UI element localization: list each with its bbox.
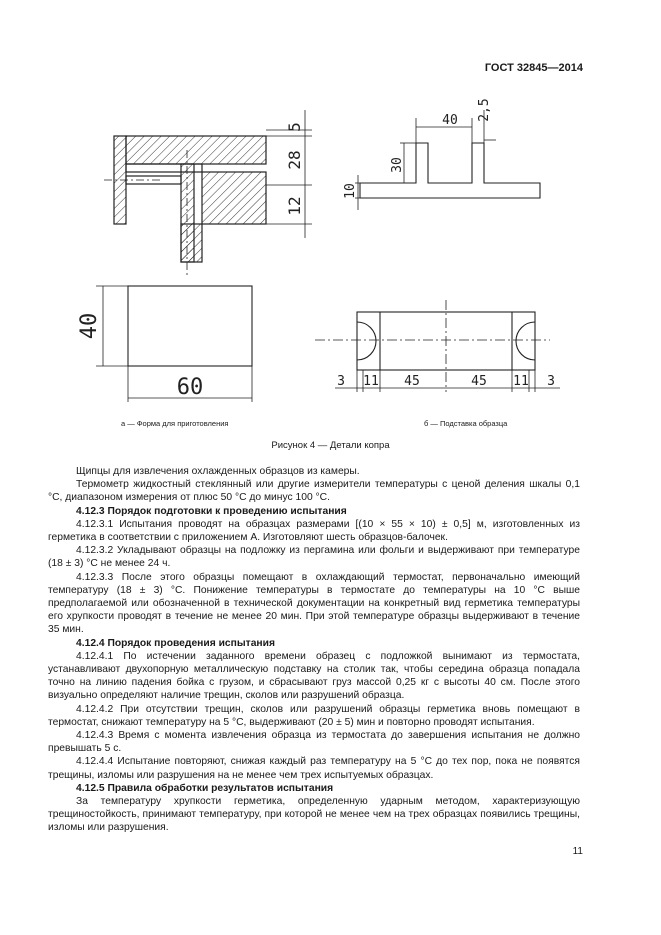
page-number: 11 [572, 846, 583, 857]
caption-b: б — Подставка образца [424, 419, 508, 428]
dim-plan-3: 45 [404, 374, 420, 389]
section-heading: 4.12.3 Порядок подготовки к проведению испытания [76, 505, 347, 517]
dim-plan-2: 11 [363, 374, 379, 389]
figure-drawings [0, 0, 661, 420]
dim-support-height: 30 [390, 157, 405, 173]
dim-support-thickness: 2,5 [477, 98, 492, 122]
dim-plan-1: 3 [337, 374, 345, 389]
paragraph: 4.12.4.4 Испытание повторяют, снижая каждый раз температуру на 5 °С до тех пор, пока не появятся трещины, изломы или разрушения на не менее чем трех испытуемых образцах. [48, 756, 580, 781]
dim-support-length: 40 [442, 113, 458, 128]
standard-header: ГОСТ 32845—2014 [484, 62, 583, 74]
dim-mold-height: 40 [77, 312, 102, 340]
paragraph: 4.12.3.3 После этого образцы помещают в охлаждающий термостат, первоначально имеющий температуру (18 ± 3) °С. Понижение температуры в термостате до температуры на 10 °С выше предполагаемой или обозначенной в технической документации на конкретный вид герметика температуры его хрупкости проводят в течение не менее 20 мин. При этой температуре образцы выдерживают в течение 35 мин. [48, 571, 580, 636]
caption-a: а — Форма для приготовления [121, 419, 229, 428]
dim-mold-a3: 12 [285, 196, 304, 216]
paragraph: 4.12.4.2 При отсутствии трещин, сколов или разрушений образцы герметика вновь помещают в термостат, снижают температуру на 5 °С, выдерживают (20 ± 5) мин и повторно проводят испытания. [48, 703, 580, 728]
paragraph: Термометр жидкостный стеклянный или другие измерители температуры с ценой деления шкалы 0,1 °С, диапазоном измерения от плюс 50 °С до минус 100 °С. [48, 479, 580, 504]
paragraph: 4.12.3.1 Испытания проводят на образцах размерами [(10 × 55 × 10) ± 0,5] м, изготовленных из герметика в соответствии с приложением А. Изготовляют шесть образцов-балочек. [48, 518, 580, 544]
section-heading: 4.12.5 Правила обработки результатов испытания [76, 782, 334, 794]
paragraph: Щипцы для извлечения охлажденных образцов из камеры. [76, 466, 360, 477]
paragraph: 4.12.4.3 Время с момента извлечения образца из термостата до завершения испытания не должно превышать 5 с. [48, 730, 580, 755]
paragraph: За температуру хрупкости герметика, определенную ударным методом, характеризующую трещиностойкость, принимают температуру, при которой не менее чем на трех образцах появились трещины, изломы или разрушения. [48, 796, 580, 834]
figure-caption: Рисунок 4 — Детали копра [271, 440, 390, 451]
body-text [48, 465, 580, 835]
paragraph: 4.12.3.2 Укладывают образцы на подложку из пергамина или фольги и выдерживают при температуре (18 ± 3) °С не менее 24 ч. [48, 545, 580, 570]
dim-plan-5: 11 [513, 374, 529, 389]
dim-mold-a1: 5 [285, 122, 304, 132]
dim-support-base: 10 [343, 183, 358, 199]
dim-mold-a2: 28 [285, 150, 304, 170]
mold-plan-drawing [96, 286, 252, 402]
dim-plan-6: 3 [547, 374, 555, 389]
dim-mold-width: 60 [176, 375, 204, 400]
dim-plan-4: 45 [471, 374, 487, 389]
paragraph: 4.12.4.1 По истечении заданного времени образец с подложкой вынимают из термостата, устанавливают двухопорную металлическую подставку на столик так, чтобы середина образца попадала точно на линию падения бойка с грузом, и сбрасывают груз массой 0,25 кг с высоты 40 см. После этого визуально определяют наличие трещин, сколов или разрушений образца. [48, 650, 580, 702]
section-heading: 4.12.4 Порядок проведения испытания [76, 637, 275, 649]
mold-section-drawing [104, 110, 312, 275]
